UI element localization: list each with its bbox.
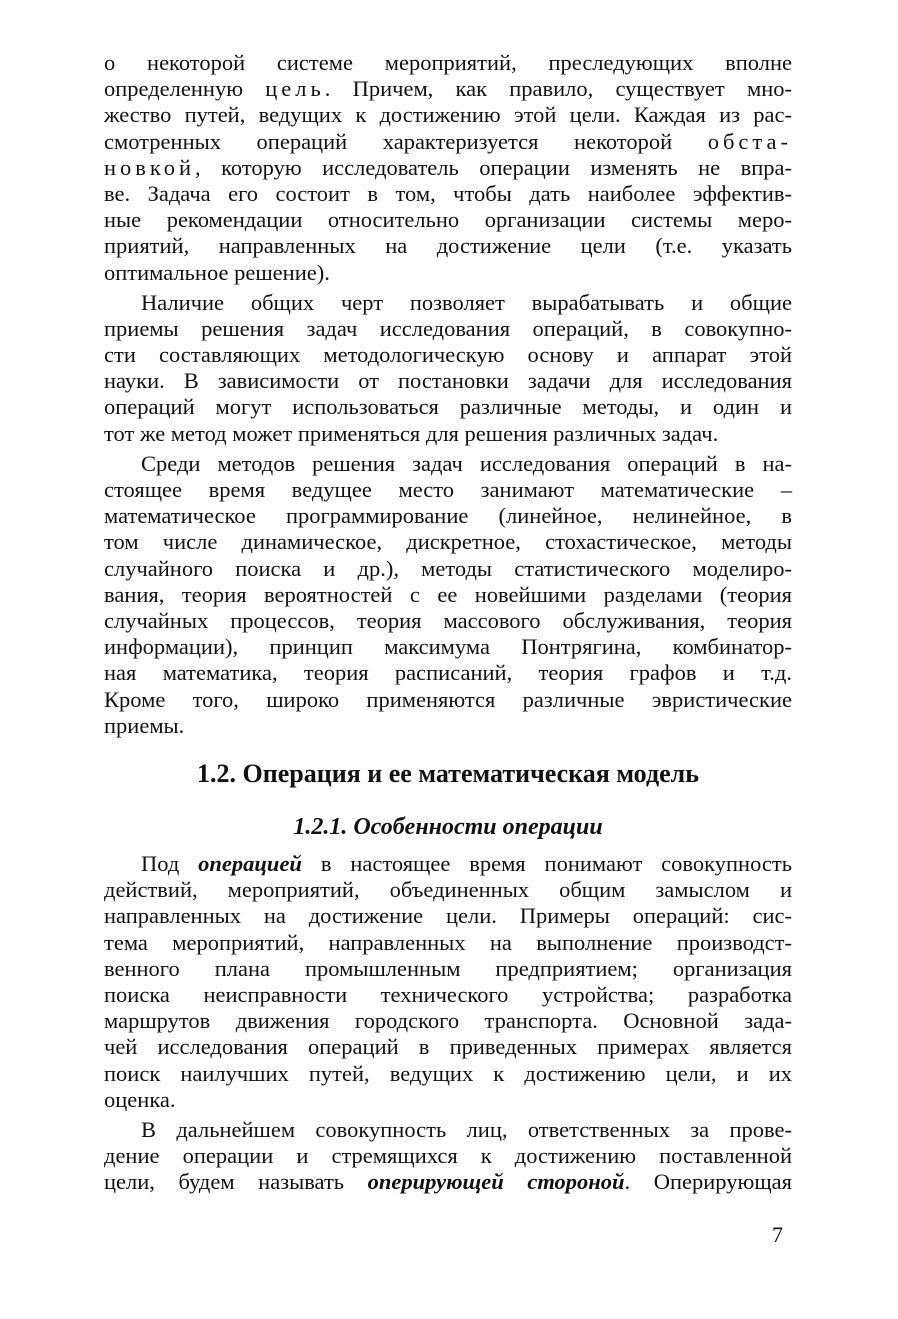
text-line: Среди методов решения задач исследования операций в на-: [141, 450, 792, 476]
text-line: случайных процессов, теория массового обслуживания, теория: [104, 607, 792, 633]
text-line: приемы.: [104, 712, 185, 738]
paragraph: [104, 290, 792, 447]
text-line: действий, мероприятий, объединенных общим замыслом и: [104, 877, 792, 903]
text-line: том числе динамическое, дискретное, стохастическое, методы: [104, 529, 792, 555]
body-text-bottom: [104, 851, 792, 1199]
text-line: В дальнейшем совокупность лиц, ответственных за прове-: [141, 1116, 792, 1142]
text-line: о некоторой системе мероприятий, преследующих вполне: [104, 50, 792, 75]
text-line: ные рекомендации относительно организации системы меро-: [104, 207, 792, 233]
spaced-emphasis: обста-: [707, 128, 792, 154]
text-line: случайного поиска и др.), методы статистического моделиро-: [104, 555, 792, 581]
text-line: жество путей, ведущих к достижению этой цели. Каждая из рас-: [104, 102, 792, 128]
text-line: поиск наилучших путей, ведущих к достижению цели, и их: [104, 1060, 792, 1086]
text-line: тот же метод может применяться для решения различных задач.: [104, 420, 719, 446]
bold-italic-term: оперирующей стороной: [367, 1169, 625, 1195]
text-line: приятий, направленных на достижение цели (т.е. указать: [104, 233, 792, 259]
text-line: вания, теория вероятностей с ее новейшими разделами (теория: [104, 581, 792, 607]
paragraph: [104, 451, 792, 739]
text-line: поиска неисправности технического устройства; разработка: [104, 981, 792, 1007]
text-line: информации), принцип максимума Понтрягина, комбинатор-: [104, 634, 792, 660]
text-line: Наличие общих черт позволяет вырабатывать и общие: [141, 289, 792, 315]
text-line: операций могут использоваться различные методы, и один и: [104, 394, 792, 420]
text-line: чей исследования операций в приведенных примерах является: [104, 1034, 792, 1060]
text-line: тема мероприятий, направленных на выполнение производст-: [104, 929, 792, 955]
text-line: математическое программирование (линейное, нелинейное, в: [104, 503, 792, 529]
text-line: стоящее время ведущее место занимают математические –: [104, 477, 792, 502]
text-line: смотренных операций характеризуется некоторой обста-: [104, 128, 792, 154]
text-line: Кроме того, широко применяются различные эвристические: [104, 686, 792, 712]
paragraph: [104, 1117, 792, 1196]
text-line: определенную цель. Причем, как правило, существует мно-: [104, 76, 792, 102]
page-number: 7: [772, 1222, 783, 1247]
spaced-emphasis: цель: [265, 76, 325, 102]
text-line: ная математика, теория расписаний, теория графов и т.д.: [104, 660, 792, 686]
paragraph: [104, 50, 792, 286]
text-line: цели, будем называть оперирующей стороной. Оперирующая: [104, 1169, 792, 1195]
text-line: маршрутов движения городского транспорта. Основной зада-: [104, 1008, 792, 1034]
text-line: ве. Задача его состоит в том, чтобы дать наиболее эффектив-: [104, 180, 792, 206]
body-text-top: [104, 50, 792, 743]
text-line: дение операции и стремящихся к достижению поставленной: [104, 1143, 792, 1169]
text-line: Под операцией в настоящее время понимают совокупность: [141, 851, 792, 876]
section-title: 1.2. Операция и ее математическая модель: [197, 759, 699, 788]
text-line: новкой, которую исследователь операции изменять не впра-: [104, 154, 792, 180]
text-line: оценка.: [104, 1086, 176, 1112]
bold-italic-term: операцией: [198, 851, 302, 876]
text-line: венного плана промышленным предприятием; организация: [104, 955, 792, 981]
subsection-title: 1.2.1. Особенности операции: [293, 814, 603, 840]
text-line: сти составляющих методологическую основу и аппарат этой: [104, 342, 792, 368]
paragraph: [104, 851, 792, 1113]
text-line: оптимальное решение).: [104, 259, 330, 285]
text-line: приемы решения задач исследования операций, в совокупно-: [104, 315, 792, 341]
text-line: направленных на достижение цели. Примеры операций: сис-: [104, 903, 792, 929]
spaced-emphasis: новкой: [104, 154, 195, 180]
text-line: науки. В зависимости от постановки задачи для исследования: [104, 368, 792, 394]
